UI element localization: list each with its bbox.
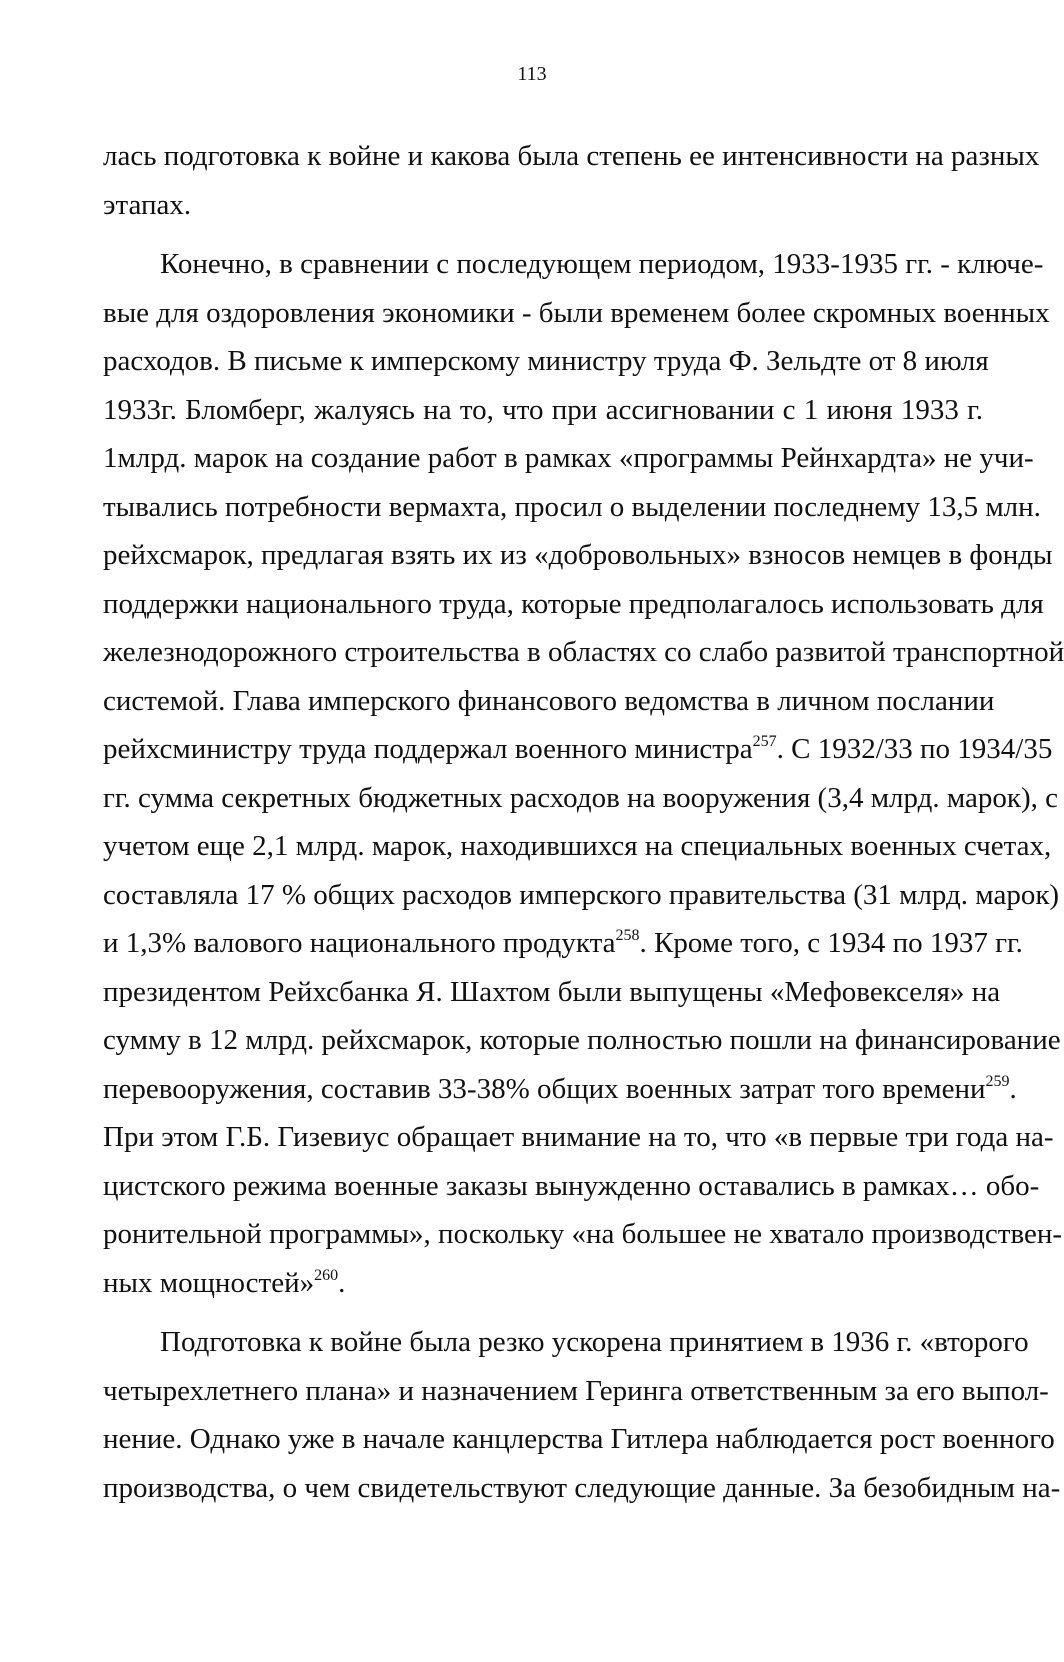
text-line: сумму в 12 млрд. рейхсмарок, которые полностью пошли на финансирование bbox=[103, 1024, 1061, 1056]
text-line: Подготовка к войне была резко ускорена принятием в 1936 г. «второго bbox=[160, 1326, 1029, 1358]
footnote-ref: 259 bbox=[985, 1072, 1010, 1090]
text-fragment: . bbox=[338, 1266, 346, 1299]
text-line: четырехлетнего плана» и назначением Геринга ответственным за его выпол- bbox=[103, 1374, 1049, 1407]
text-line: Конечно, в сравнении с последующем периодом, 1933-1935 гг. - ключе- bbox=[160, 248, 1044, 280]
paragraph bbox=[103, 240, 1064, 1307]
text-line: этапах. bbox=[103, 188, 192, 221]
body-text bbox=[103, 132, 1064, 1512]
text-line: производства, о чем свидетельствуют следующие данные. За безобидным на- bbox=[103, 1471, 1061, 1504]
page-number: 113 bbox=[517, 63, 547, 85]
text-fragment: и 1,3% валового национального продукта bbox=[103, 927, 616, 959]
text-line: расходов. В письме к имперскому министру труда Ф. Зельдте от 8 июля bbox=[103, 345, 989, 377]
text-line: цистского режима военные заказы вынужденно оставались в рамках… обо- bbox=[103, 1169, 1040, 1202]
text-line: тывались потребности вермахта, просил о выделении последнему 13,5 млн. bbox=[103, 490, 1041, 523]
text-fragment: . С 1932/33 по 1934/35 bbox=[776, 733, 1053, 765]
footnote-ref: 257 bbox=[752, 733, 777, 750]
footnote-ref: 260 bbox=[314, 1266, 339, 1284]
text-line: 1933г. Бломберг, жалуясь на то, что при ассигновании с 1 июня 1933 г. bbox=[103, 393, 983, 426]
text-line bbox=[103, 725, 1053, 774]
text-line bbox=[103, 1259, 983, 1308]
text-line: железнодорожного строительства в областях со слабо развитой транспортной bbox=[103, 636, 1064, 668]
text-line: составляла 17 % общих расходов имперского правительства (31 млрд. марок) bbox=[103, 878, 1060, 911]
text-line: ронительной программы», поскольку «на большее не хватало производствен- bbox=[103, 1218, 1063, 1250]
text-line: 1млрд. марок на создание работ в рамках «программы Рейнхардта» не учи- bbox=[103, 442, 1034, 474]
paragraph bbox=[103, 1318, 1061, 1512]
text-line: президентом Рейхсбанка Я. Шахтом были выпущены «Мефовекселя» на bbox=[103, 975, 1001, 1008]
text-line: нение. Однако уже в начале канцлерства Гитлера наблюдается рост военного bbox=[103, 1423, 1055, 1455]
text-fragment: рейхсминистру труда поддержал военного министра bbox=[103, 733, 753, 765]
paragraph bbox=[103, 132, 1040, 229]
text-line: системой. Глава имперского финансового ведомства в личном послании bbox=[103, 684, 995, 717]
text-fragment: . bbox=[1009, 1072, 1017, 1105]
text-line: поддержки национального труда, которые предполагалось использовать для bbox=[103, 587, 1044, 620]
text-line: лась подготовка к войне и какова была степень ее интенсивности на разных bbox=[103, 140, 1040, 172]
text-fragment: перевооружения, составив 33-38% общих военных затрат того времени bbox=[103, 1072, 986, 1105]
text-fragment: . Кроме того, с 1934 по 1937 гг. bbox=[639, 927, 1023, 959]
text-line: вые для оздоровления экономики - были временем более скромных военных bbox=[103, 296, 1050, 329]
text-line: гг. сумма секретных бюджетных расходов на вооружения (3,4 млрд. марок), с bbox=[103, 781, 1059, 814]
text-line: При этом Г.Б. Гизевиус обращает внимание на то, что «в первые три года на- bbox=[103, 1121, 1054, 1153]
text-line bbox=[103, 1065, 1017, 1114]
text-line bbox=[103, 919, 1023, 968]
text-line: учетом еще 2,1 млрд. марок, находившихся на специальных военных счетах, bbox=[103, 830, 1052, 862]
footnote-ref: 258 bbox=[615, 927, 640, 944]
text-fragment: ных мощностей» bbox=[103, 1266, 315, 1299]
text-line: рейхсмарок, предлагая взять их из «добровольных» взносов немцев в фонды bbox=[103, 539, 1053, 571]
